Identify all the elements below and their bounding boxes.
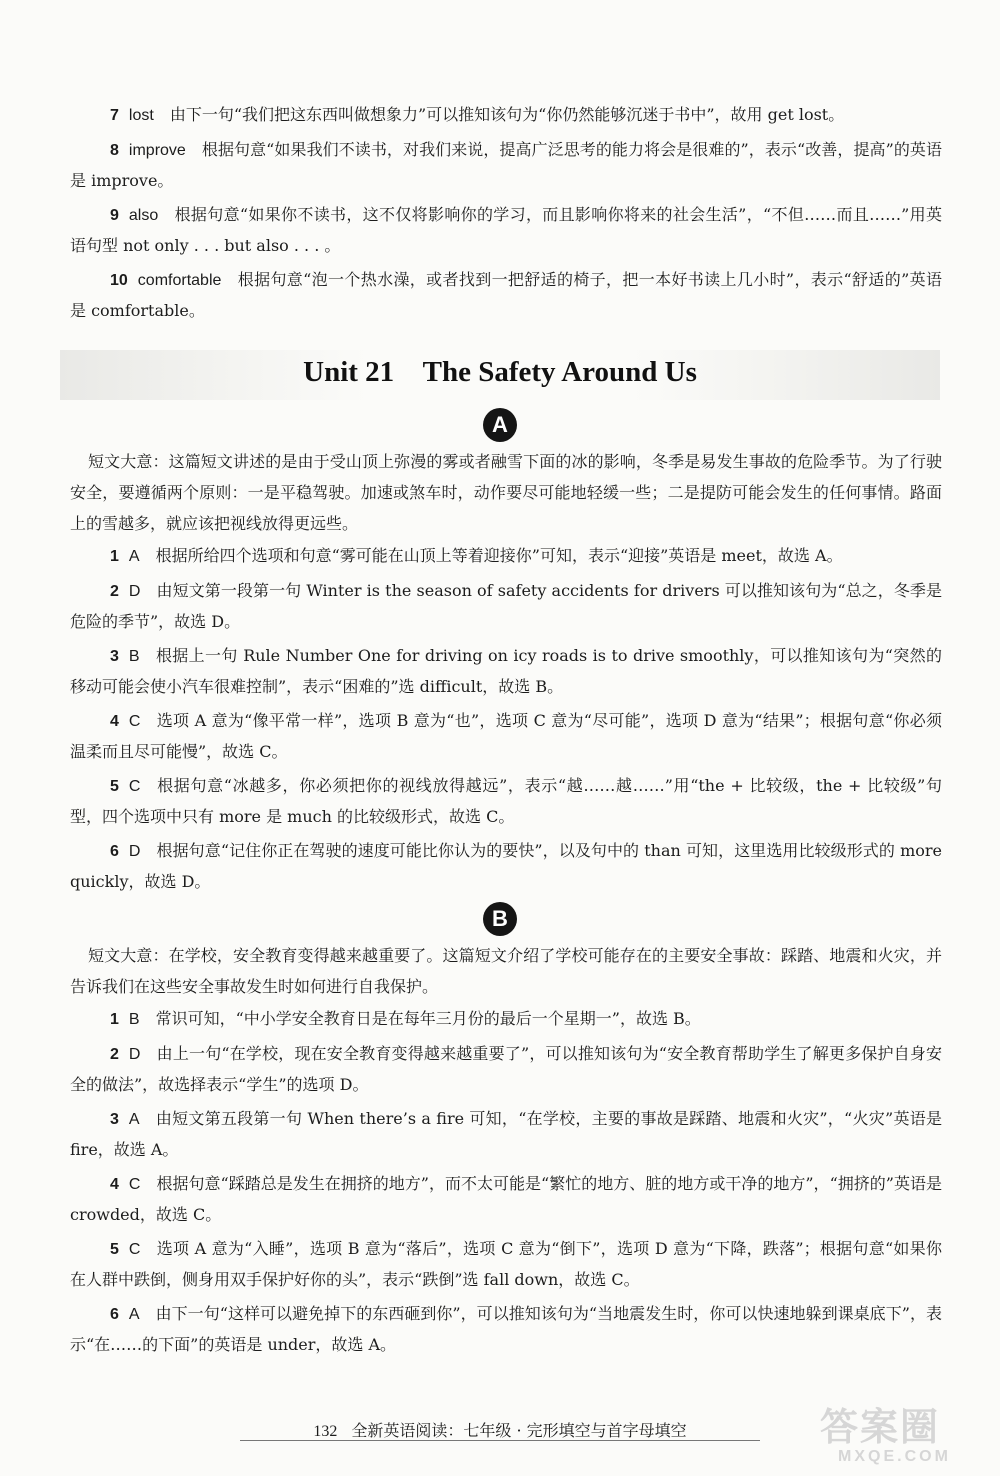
item-explanation: 由短文第一段第一句 Winter is the season of safety accidents for drivers 可以推知该句为“总之，冬季是危险的季节”，故选 D。 [70, 581, 942, 631]
item-explanation: 常识可知，“中小学安全教育日是在每年三月份的最后一个星期一”，故选 B。 [155, 1009, 701, 1028]
watermark-logo [820, 1408, 980, 1468]
answer-item [70, 1104, 942, 1165]
answer-item [70, 100, 942, 131]
section-a-summary: 短文大意：这篇短文讲述的是由于受山顶上弥漫的雾或者融雪下面的冰的影响，冬季是易发生事故的危险季节。为了行驶安全，要遵循两个原则：一是平稳驾驶。加速或煞车时，动作要尽可能地轻缓一些；二是提防可能会发生的任何事情。路面上的雪越多，就应该把视线放得更远些。 [70, 452, 942, 533]
item-number: 4 [110, 1176, 119, 1193]
book-title: 全新英语阅读：七年级 · 完形填空与首字母填空 [351, 1421, 687, 1440]
page-number: 132 [313, 1423, 338, 1440]
item-number: 6 [110, 1306, 119, 1323]
answer-item [70, 1299, 942, 1360]
item-answer: comfortable [137, 272, 222, 289]
item-explanation: 选项 A 意为“入睡”，选项 B 意为“落后”，选项 C 意为“倒下”，选项 D 意为“下降，跌落”；根据句意“如果你在人群中跌倒，侧身用双手保护好你的头”，表示“跌倒”选 fall down，故选 C。 [70, 1239, 942, 1289]
section-b-summary: 短文大意：在学校，安全教育变得越来越重要了。这篇短文介绍了学校可能存在的主要安全事故：踩踏、地震和火灾，并告诉我们在这些安全事故发生时如何进行自我保护。 [70, 946, 942, 996]
item-answer: C [128, 713, 141, 730]
item-number: 5 [110, 778, 119, 795]
item-number: 4 [110, 713, 119, 730]
item-explanation: 由下一句“这样可以避免掉下的东西砸到你”，可以推知该句为“当地震发生时，你可以快速地躲到课桌底下”，表示“在……的下面”的英语是 under，故选 A。 [70, 1304, 942, 1354]
item-number: 6 [110, 843, 119, 860]
answer-item [70, 1004, 942, 1035]
unit-title: Unit 21 The Safety Around Us [303, 356, 697, 388]
item-answer: D [128, 843, 141, 860]
item-number: 1 [110, 548, 119, 565]
item-explanation: 由上一句“在学校，现在安全教育变得越来越重要了”，可以推知该句为“安全教育帮助学生了解更多保护自身安全的做法”，故选择表示“学生”的选项 D。 [70, 1044, 942, 1094]
answer-item [70, 135, 942, 196]
item-answer: B [128, 1011, 140, 1028]
section-a [70, 446, 942, 901]
section-a-badge: A [483, 408, 517, 442]
item-explanation: 根据句意“记住你正在驾驶的速度可能比你认为的要快”，以及句中的 than 可知，这里选用比较级形式的 more quickly，故选 D。 [70, 841, 942, 891]
watermark-url: MXQE.COM [838, 1448, 951, 1465]
item-answer: C [128, 1241, 141, 1258]
item-number: 7 [110, 107, 119, 124]
item-explanation: 根据句意“踩踏总是发生在拥挤的地方”，而不太可能是“繁忙的地方、脏的地方或干净的地方”，“拥挤的”英语是 crowded，故选 C。 [70, 1174, 942, 1224]
answer-item [70, 265, 942, 326]
item-explanation: 根据所给四个选项和句意“雾可能在山顶上等着迎接你”可知，表示“迎接”英语是 meet，故选 A。 [155, 546, 843, 565]
item-answer: A [128, 1111, 140, 1128]
item-explanation: 由短文第五段第一句 When there’s a fire 可知，“在学校，主要的事故是踩踏、地震和火灾”，“火灾”英语是 fire，故选 A。 [70, 1109, 942, 1159]
answer-item [70, 706, 942, 767]
item-number: 2 [110, 583, 119, 600]
answer-item [70, 541, 942, 572]
item-answer: B [128, 648, 140, 665]
answer-item [70, 1169, 942, 1230]
item-answer: A [128, 548, 140, 565]
item-answer: C [128, 1176, 141, 1193]
section-b [70, 940, 942, 1364]
item-answer: D [128, 1046, 141, 1063]
item-explanation: 根据上一句 Rule Number One for driving on icy roads is to drive smoothly，可以推知该句为“突然的移动可能会使小汽车很难控制”，表示“困难的”选 difficult，故选 B。 [70, 646, 942, 696]
item-number: 3 [110, 1111, 119, 1128]
previous-unit-answers [70, 100, 942, 330]
item-explanation: 根据句意“泡一个热水澡，或者找到一把舒适的椅子，把一本好书读上几小时”，表示“舒适的”英语是 comfortable。 [70, 270, 942, 320]
answer-item [70, 576, 942, 637]
watermark-text: 答案圈 [820, 1407, 941, 1449]
item-number: 3 [110, 648, 119, 665]
item-answer: D [128, 583, 141, 600]
answer-item [70, 836, 942, 897]
item-answer: A [128, 1306, 140, 1323]
answer-item [70, 200, 942, 261]
answer-item [70, 1039, 942, 1100]
item-number: 10 [110, 272, 128, 289]
item-number: 1 [110, 1011, 119, 1028]
answer-item [70, 771, 942, 832]
answer-item [70, 1234, 942, 1295]
item-explanation: 根据句意“如果我们不读书，对我们来说，提高广泛思考的能力将会是很难的”，表示“改善，提高”的英语是 improve。 [70, 140, 942, 190]
item-answer: lost [128, 107, 154, 124]
item-number: 9 [110, 207, 119, 224]
item-number: 2 [110, 1046, 119, 1063]
footer-divider [240, 1440, 760, 1441]
item-answer: also [128, 207, 159, 224]
item-explanation: 由下一句“我们把这东西叫做想象力”可以推知该句为“你仍然能够沉迷于书中”，故用 get lost。 [169, 105, 845, 124]
item-explanation: 根据句意“冰越多，你必须把你的视线放得越远”，表示“越……越……”用“the + 比较级，the + 比较级”句型，四个选项中只有 more 是 much 的比较级形式，故选 C。 [70, 776, 942, 826]
item-explanation: 选项 A 意为“像平常一样”，选项 B 意为“也”，选项 C 意为“尽可能”，选项 D 意为“结果”；根据句意“你必须温柔而且尽可能慢”，故选 C。 [70, 711, 942, 761]
item-answer: improve [128, 142, 186, 159]
section-b-badge: B [483, 902, 517, 936]
item-number: 8 [110, 142, 119, 159]
item-number: 5 [110, 1241, 119, 1258]
item-answer: C [128, 778, 141, 795]
item-explanation: 根据句意“如果你不读书，这不仅将影响你的学习，而且影响你将来的社会生活”，“不但……而且……”用英语句型 not only . . . but also . . . 。 [70, 205, 942, 255]
answer-item [70, 641, 942, 702]
